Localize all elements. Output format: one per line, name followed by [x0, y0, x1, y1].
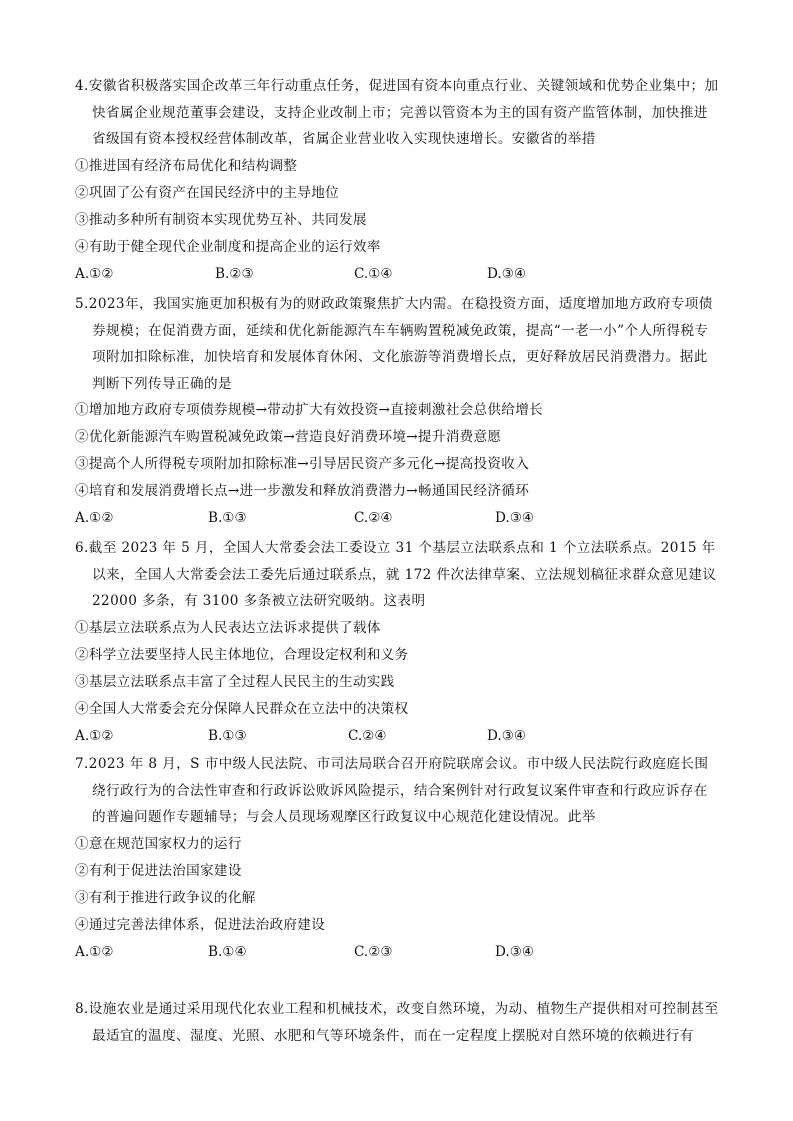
- choice-d[interactable]: D.③④: [495, 510, 535, 527]
- choice-d[interactable]: D.③④: [495, 943, 535, 960]
- question-4: [75, 73, 720, 288]
- choice-b[interactable]: B.②③: [215, 265, 254, 282]
- answer-choices: [75, 939, 720, 966]
- option-3: ③推动多种所有制资本实现优势互补、共同发展: [75, 211, 367, 228]
- option-1: ①意在规范国家权力的运行: [75, 835, 242, 852]
- choice-a[interactable]: A.①②: [75, 727, 114, 744]
- choice-a[interactable]: A.①②: [75, 510, 114, 527]
- question-number: 5.: [75, 296, 89, 312]
- choice-b[interactable]: B.①③: [208, 510, 247, 527]
- choice-c[interactable]: C.②③: [354, 943, 393, 960]
- answer-choices: [75, 723, 720, 750]
- choice-b[interactable]: B.①④: [208, 943, 247, 960]
- option-2: ②优化新能源汽车购置税减免政策→营造良好消费环境→提升消费意愿: [75, 429, 502, 446]
- choice-a[interactable]: A.①②: [75, 265, 114, 282]
- question-stem: [75, 535, 720, 615]
- choice-d[interactable]: D.③④: [487, 727, 527, 744]
- question-stem: [75, 291, 720, 397]
- question-6: [75, 535, 720, 750]
- question-number: 6.: [75, 540, 89, 556]
- option-2: ②科学立法要坚持人民主体地位，合理设定权利和义务: [75, 646, 409, 663]
- question-text: 2023 年 8 月，S 市中级人民法院、市司法局联合召开府院联席会议。市中级人民法院行政庭庭长围绕行政行为的合法性审查和行政诉讼败诉风险提示，结合案例针对行政复议案件审查和行政应诉存在的普遍问题作专题辅导；与会人员现场观摩区行政复议中心规范化建设情况。此举: [88, 756, 709, 826]
- choice-c[interactable]: C.②④: [354, 510, 393, 527]
- choice-c[interactable]: C.①④: [354, 265, 393, 282]
- question-stem: [75, 996, 720, 1049]
- option-1: ①推进国有经济布局优化和结构调整: [75, 157, 298, 174]
- question-number: 4.: [75, 78, 89, 94]
- choice-a[interactable]: A.①②: [75, 943, 114, 960]
- question-8: [75, 996, 720, 1049]
- option-2: ②有利于促进法治国家建设: [75, 862, 242, 879]
- question-stem: [75, 73, 720, 153]
- option-1: ①基层立法联系点为人民表达立法诉求提供了载体: [75, 619, 381, 636]
- option-4: ④通过完善法律体系，促进法治政府建设: [75, 916, 326, 933]
- answer-choices: [75, 261, 720, 288]
- choice-d[interactable]: D.③④: [487, 265, 527, 282]
- option-4: ④全国人大常委会充分保障人民群众在立法中的决策权: [75, 700, 409, 717]
- question-text: 2023年，我国实施更加积极有为的财政政策聚焦扩大内需。在稳投资方面，适度增加地方政府专项债券规模；在促消费方面，延续和优化新能源汽车车辆购置税减免政策，提高“一老一小”个人所得税专项附加扣除标准，加快培育和发展体育休闲、文化旅游等消费增长点，更好释放居民消费潜力。据此判断下列传导正确的是: [88, 296, 713, 392]
- question-text: 设施农业是通过采用现代化农业工程和机械技术，改变自然环境，为动、植物生产提供相对可控制甚至最适宜的温度、湿度、光照、水肥和气等环境条件，而在一定程度上摆脱对自然环境的依赖进行有: [88, 1001, 719, 1044]
- question-number: 8.: [75, 1001, 89, 1017]
- option-4: ④有助于健全现代企业制度和提高企业的运行效率: [75, 238, 381, 255]
- question-text: 安徽省积极落实国企改革三年行动重点任务，促进国有资本向重点行业、关键领域和优势企业集中；加快省属企业规范董事会建设，支持企业改制上市；完善以管资本为主的国有资产监管体制，加快推进省级国有资本授权经营体制改革，省属企业营业收入实现快速增长。安徽省的举措: [88, 78, 719, 148]
- option-1: ①增加地方政府专项债券规模→带动扩大有效投资→直接刺激社会总供给增长: [75, 402, 543, 419]
- option-2: ②巩固了公有资产在国民经济中的主导地位: [75, 184, 339, 201]
- question-number: 7.: [75, 756, 89, 772]
- question-stem: [75, 751, 720, 831]
- option-4: ④培育和发展消费增长点→进一步激发和释放消费潜力→畅通国民经济循环: [75, 483, 530, 500]
- option-3: ③基层立法联系点丰富了全过程人民民主的生动实践: [75, 673, 395, 690]
- question-5: [75, 291, 720, 532]
- option-3: ③提高个人所得税专项附加扣除标准→引导居民资产多元化→提高投资收入: [75, 456, 530, 473]
- question-7: [75, 751, 720, 966]
- answer-choices: [75, 505, 720, 532]
- choice-b[interactable]: B.①③: [208, 727, 247, 744]
- choice-c[interactable]: C.②④: [348, 727, 387, 744]
- option-3: ③有利于推进行政争议的化解: [75, 889, 256, 906]
- question-text: 截至 2023 年 5 月，全国人大常委会法工委设立 31 个基层立法联系点和 1 个立法联系点。2015 年以来，全国人大常委会法工委先后通过联系点，就 172 件次法律草案、立法规划稿征求群众意见建议 22000 多条，有 3100 多条被立法研究吸纳。这表明: [88, 540, 717, 610]
